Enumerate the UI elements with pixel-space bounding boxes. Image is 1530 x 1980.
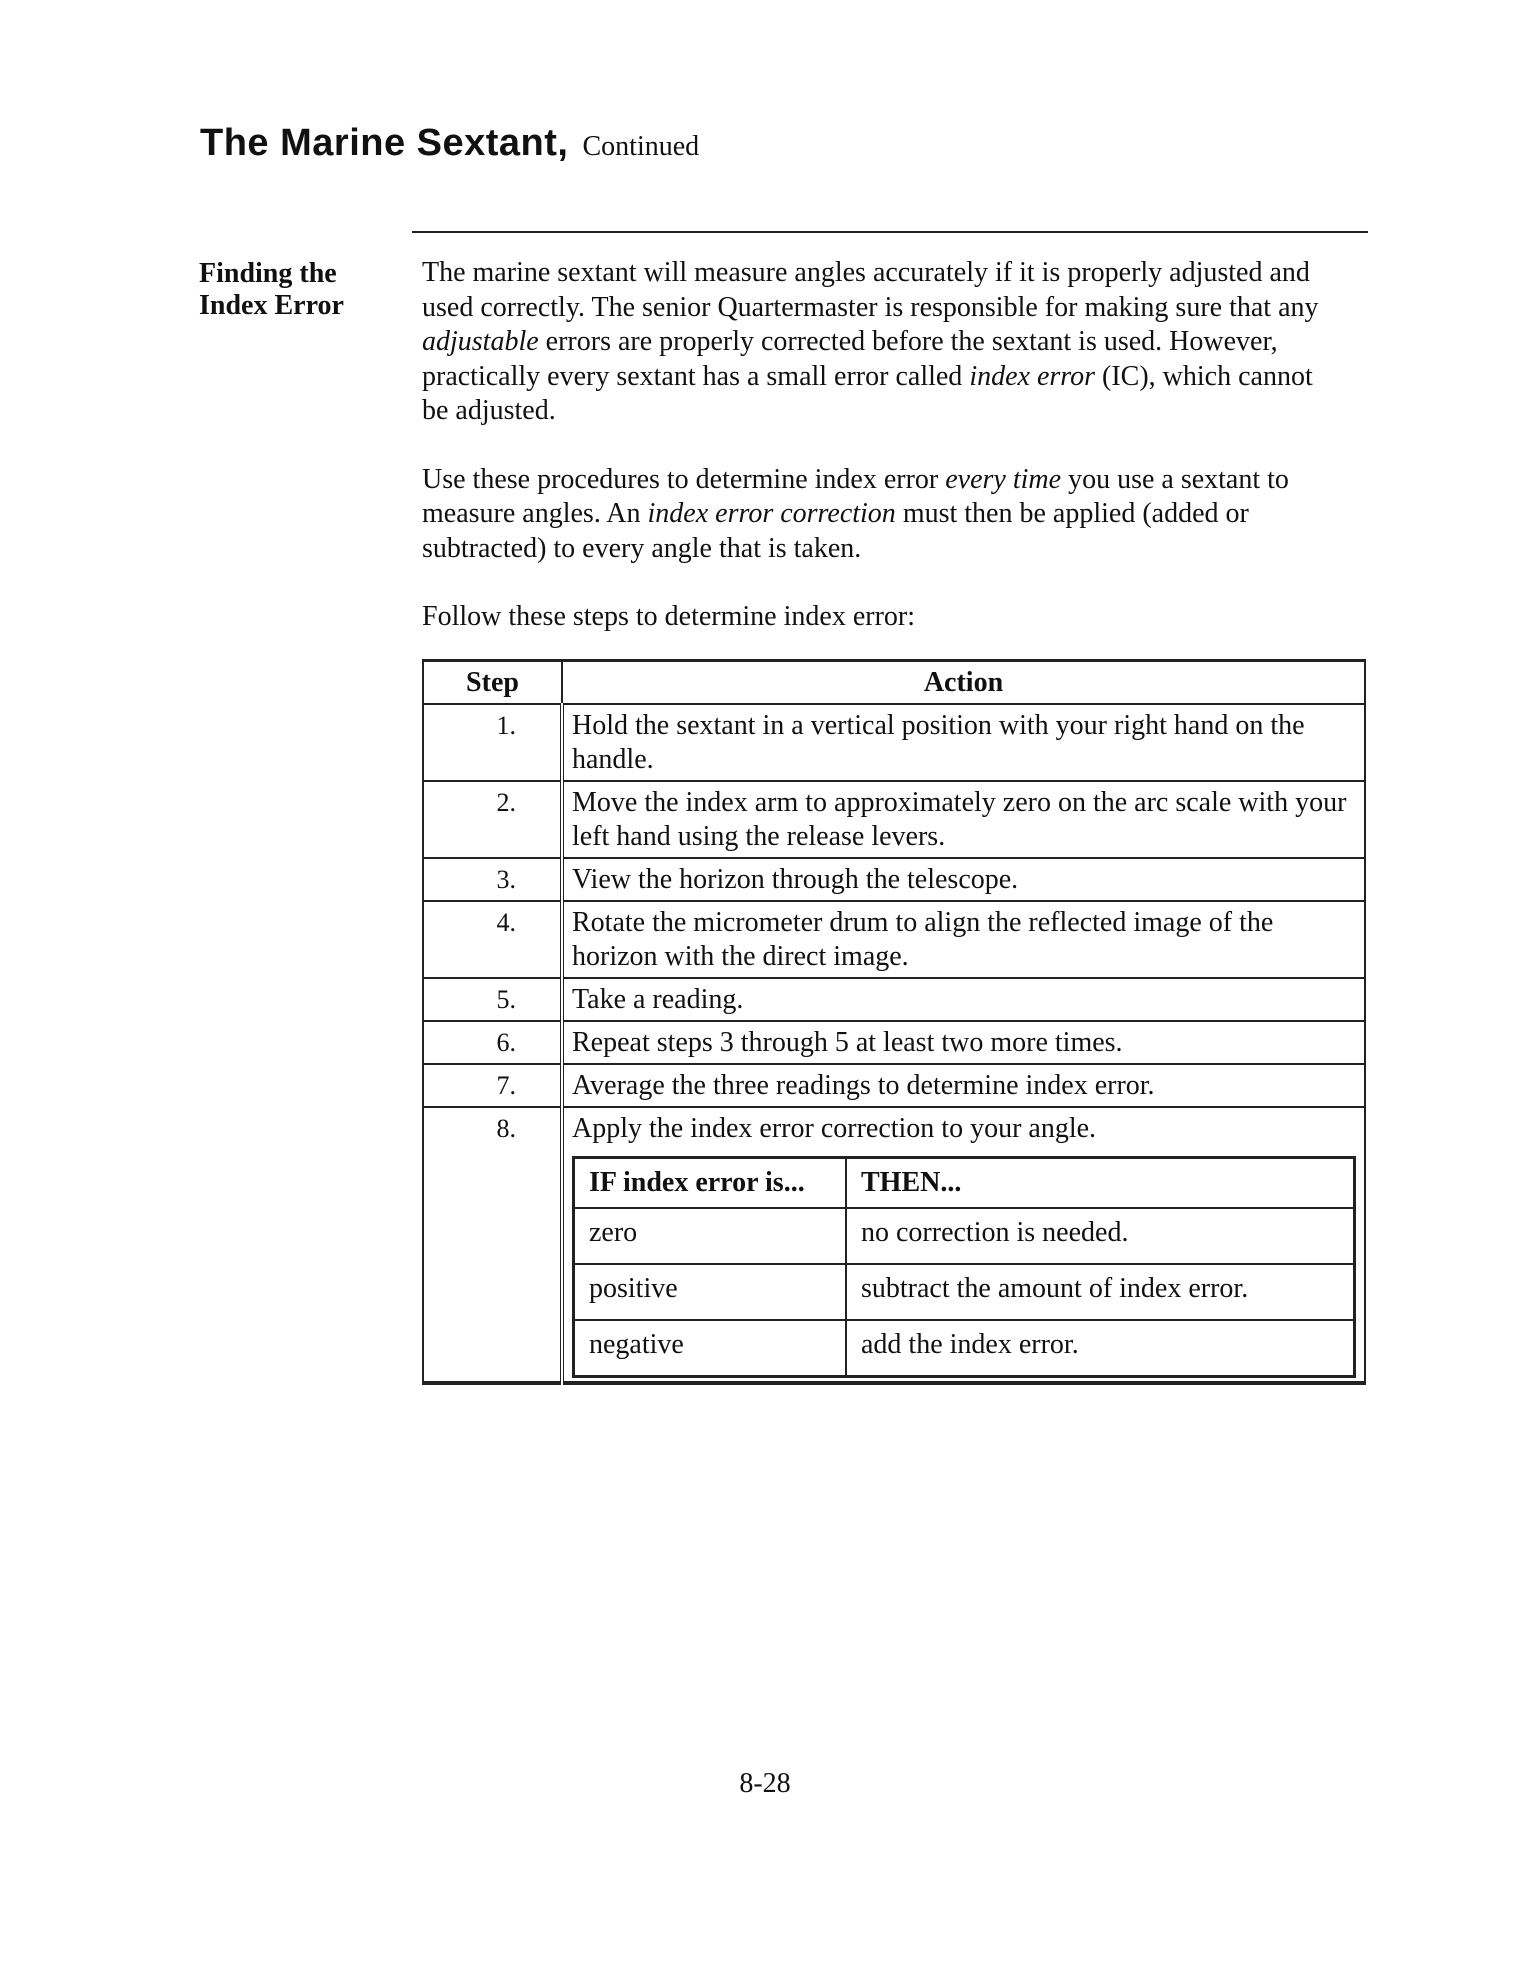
emphasis-every-time: every time	[945, 463, 1062, 495]
emphasis-index-error: index error	[969, 360, 1096, 392]
paragraph-1: The marine sextant will measure angles accurately if it is properly adjusted and used correctly. The senior Quartermaster is responsible for making sure that any adjustable errors are properly corrected before the sextant is used. However, practically every sextant has a small error called index error (IC), which cannot be adjusted.	[422, 257, 1319, 426]
emphasis-index-error-correction: index error correction	[647, 498, 896, 529]
step-action: Apply the index error correction to your angle.	[572, 1112, 1097, 1144]
body-column	[422, 256, 1347, 1385]
step-number: 1.	[423, 704, 562, 781]
step-row	[423, 1021, 1365, 1064]
step-action: Repeat steps 3 through 5 at least two more times.	[562, 1021, 1365, 1064]
step-number: 3.	[423, 858, 562, 901]
step-number: 2.	[423, 781, 562, 858]
decision-row	[574, 1320, 1355, 1377]
then-column-header: THEN...	[846, 1157, 1355, 1208]
section-heading	[199, 258, 369, 322]
step-number: 5.	[423, 978, 562, 1021]
step-column-header: Step	[423, 660, 562, 704]
then-action: subtract the amount of index error.	[846, 1264, 1355, 1320]
step-action: View the horizon through the telescope.	[562, 858, 1365, 901]
step-action: Rotate the micrometer drum to align the reflected image of the horizon with the direct image.	[562, 901, 1365, 978]
then-action: add the index error.	[846, 1320, 1355, 1377]
step-number: 7.	[423, 1064, 562, 1107]
if-condition: zero	[574, 1208, 847, 1264]
step-row	[423, 781, 1365, 858]
action-column-header: Action	[562, 660, 1365, 704]
if-column-header: IF index error is...	[574, 1157, 847, 1208]
paragraph-2: Use these procedures to determine index error every time you use a sextant to measure angles. An index error correction must then be applied (added or subtracted) to every angle that is taken.	[422, 463, 1289, 564]
step-number: 6.	[423, 1021, 562, 1064]
then-action: no correction is needed.	[846, 1208, 1355, 1264]
paragraph-3: Follow these steps to determine index error:	[422, 601, 915, 632]
step-row	[423, 1064, 1365, 1107]
if-condition: positive	[574, 1264, 847, 1320]
decision-row	[574, 1208, 1355, 1264]
decision-table	[572, 1156, 1356, 1378]
step-action: Average the three readings to determine index error.	[562, 1064, 1365, 1107]
steps-table	[422, 659, 1366, 1385]
step-action-with-table	[562, 1107, 1365, 1383]
section-heading-line-2: Index Error	[199, 290, 344, 321]
if-condition: negative	[574, 1320, 847, 1377]
steps-header-row	[423, 660, 1365, 704]
step-row	[423, 1107, 1365, 1383]
step-number: 8.	[423, 1107, 562, 1383]
step-action: Take a reading.	[562, 978, 1365, 1021]
page-number: 8-28	[739, 1768, 791, 1799]
continued-label: Continued	[582, 131, 700, 162]
step-action: Hold the sextant in a vertical position with your right hand on the handle.	[562, 704, 1365, 781]
page-title-text: The Marine Sextant,	[200, 122, 569, 164]
step-action: Move the index arm to approximately zero on the arc scale with your left hand using the release levers.	[562, 781, 1365, 858]
step-row	[423, 901, 1365, 978]
page-title	[200, 122, 699, 165]
section-divider	[412, 231, 1368, 233]
emphasis-adjustable: adjustable	[422, 326, 539, 357]
decision-header-row	[574, 1157, 1355, 1208]
step-number: 4.	[423, 901, 562, 978]
step-row	[423, 858, 1365, 901]
section-heading-line-1: Finding the	[199, 258, 337, 289]
step-row	[423, 978, 1365, 1021]
step-row	[423, 704, 1365, 781]
decision-row	[574, 1264, 1355, 1320]
